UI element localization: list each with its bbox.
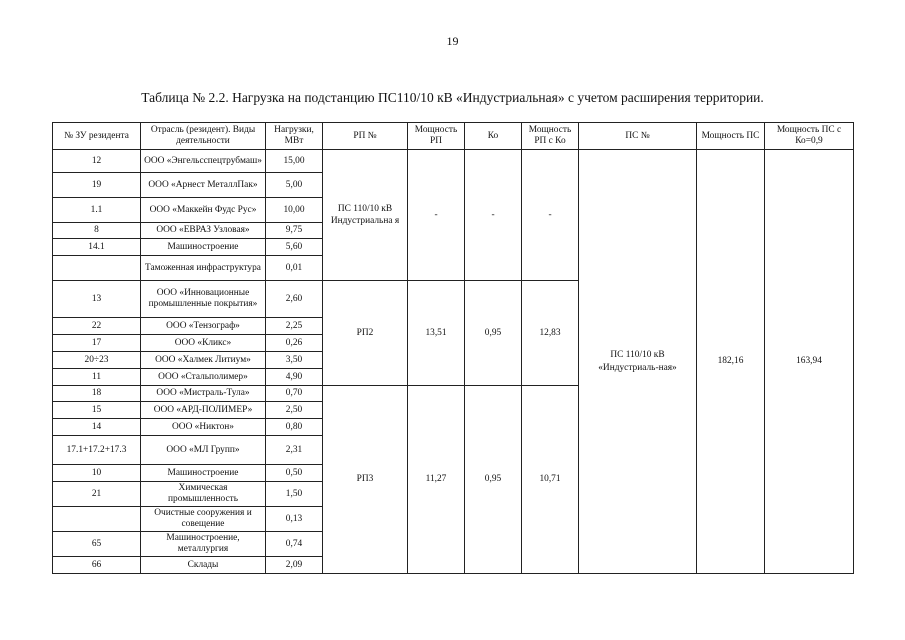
zu-cell: 10: [53, 465, 141, 482]
zu-cell: 15: [53, 402, 141, 419]
activity-cell: ООО «Стальполимер»: [141, 369, 266, 386]
activity-cell: ООО «Маккейн Фудс Рус»: [141, 198, 266, 223]
ps-cell: ПС 110/10 кВ «Индустриаль-ная»: [579, 150, 697, 574]
load-cell: 2,50: [266, 402, 323, 419]
activity-cell: Машиностроение, металлургия: [141, 532, 266, 557]
header-cell: Мощность ПС с Ко=0,9: [765, 123, 854, 150]
activity-cell: ООО «Арнест МеталлПак»: [141, 173, 266, 198]
zu-cell: 1.1: [53, 198, 141, 223]
table-row: [53, 150, 854, 173]
load-cell: 4,90: [266, 369, 323, 386]
header-cell: Ко: [465, 123, 522, 150]
activity-cell: ООО «ЕВРАЗ Узловая»: [141, 223, 266, 239]
load-cell: 1,50: [266, 482, 323, 507]
activity-cell: Склады: [141, 557, 266, 574]
header-cell: РП №: [323, 123, 408, 150]
zu-cell: 21: [53, 482, 141, 507]
load-cell: 10,00: [266, 198, 323, 223]
activity-cell: ООО «Никтон»: [141, 419, 266, 436]
header-cell: Мощность ПС: [697, 123, 765, 150]
activity-cell: ООО «Мистраль-Тула»: [141, 386, 266, 402]
load-cell: 0,70: [266, 386, 323, 402]
header-cell: Мощность РП с Ко: [522, 123, 579, 150]
activity-cell: Очистные сооружения и совещение: [141, 507, 266, 532]
header-cell: Нагрузки, МВт: [266, 123, 323, 150]
rp-ko-cell: 0,95: [465, 386, 522, 574]
rp-power-cell: 13,51: [408, 281, 465, 386]
rp-ko-cell: 0,95: [465, 281, 522, 386]
load-cell: 5,60: [266, 239, 323, 256]
header-row: [53, 123, 854, 150]
header-cell: ПС №: [579, 123, 697, 150]
load-cell: 0,01: [266, 256, 323, 281]
rp-cell: ПС 110/10 кВ Индустриальна я: [323, 150, 408, 281]
zu-cell: 18: [53, 386, 141, 402]
activity-cell: Таможенная инфраструктура: [141, 256, 266, 281]
zu-cell: 19: [53, 173, 141, 198]
rp-power-ko-cell: 12,83: [522, 281, 579, 386]
zu-cell: 65: [53, 532, 141, 557]
ps-power-cell: 182,16: [697, 150, 765, 574]
activity-cell: Химическая промышленность: [141, 482, 266, 507]
activity-cell: Машиностроение: [141, 465, 266, 482]
activity-cell: ООО «Кликс»: [141, 335, 266, 352]
zu-cell: 17.1+17.2+17.3: [53, 436, 141, 465]
load-cell: 2,31: [266, 436, 323, 465]
rp-cell: РП2: [323, 281, 408, 386]
load-cell: 3,50: [266, 352, 323, 369]
zu-cell: 8: [53, 223, 141, 239]
page-number: 19: [446, 34, 459, 48]
load-cell: 2,09: [266, 557, 323, 574]
activity-cell: ООО «Халмек Литиум»: [141, 352, 266, 369]
rp-cell: РП3: [323, 386, 408, 574]
load-cell: 9,75: [266, 223, 323, 239]
activity-cell: Машиностроение: [141, 239, 266, 256]
zu-cell: 17: [53, 335, 141, 352]
rp-power-cell: 11,27: [408, 386, 465, 574]
load-cell: 0,26: [266, 335, 323, 352]
load-cell: 15,00: [266, 150, 323, 173]
zu-cell: 13: [53, 281, 141, 318]
load-cell: 0,74: [266, 532, 323, 557]
zu-cell: 14: [53, 419, 141, 436]
load-cell: 2,60: [266, 281, 323, 318]
activity-cell: ООО «МЛ Групп»: [141, 436, 266, 465]
load-cell: 0,80: [266, 419, 323, 436]
rp-ko-cell: -: [465, 150, 522, 281]
table-caption: Таблица № 2.2. Нагрузка на подстанцию ПС110/10 кВ «Индустриальная» с учетом расширения территории.: [141, 90, 764, 105]
rp-power-ko-cell: -: [522, 150, 579, 281]
rp-power-ko-cell: 10,71: [522, 386, 579, 574]
zu-cell: 11: [53, 369, 141, 386]
zu-cell: 22: [53, 318, 141, 335]
header-cell: Мощность РП: [408, 123, 465, 150]
activity-cell: ООО «Инновационные промышленные покрытия»: [141, 281, 266, 318]
zu-cell: [53, 256, 141, 281]
zu-cell: 66: [53, 557, 141, 574]
ps-power-ko-cell: 163,94: [765, 150, 854, 574]
header-cell: № ЗУ резидента: [53, 123, 141, 150]
rp-power-cell: -: [408, 150, 465, 281]
load-cell: 0,13: [266, 507, 323, 532]
load-table: [52, 122, 854, 574]
activity-cell: ООО «Тензограф»: [141, 318, 266, 335]
header-cell: Отрасль (резидент). Виды деятельности: [141, 123, 266, 150]
load-cell: 0,50: [266, 465, 323, 482]
zu-cell: [53, 507, 141, 532]
zu-cell: 12: [53, 150, 141, 173]
load-cell: 5,00: [266, 173, 323, 198]
activity-cell: ООО «АРД-ПОЛИМЕР»: [141, 402, 266, 419]
zu-cell: 20÷23: [53, 352, 141, 369]
zu-cell: 14.1: [53, 239, 141, 256]
load-cell: 2,25: [266, 318, 323, 335]
activity-cell: ООО «Энгельсспецтрубмаш»: [141, 150, 266, 173]
